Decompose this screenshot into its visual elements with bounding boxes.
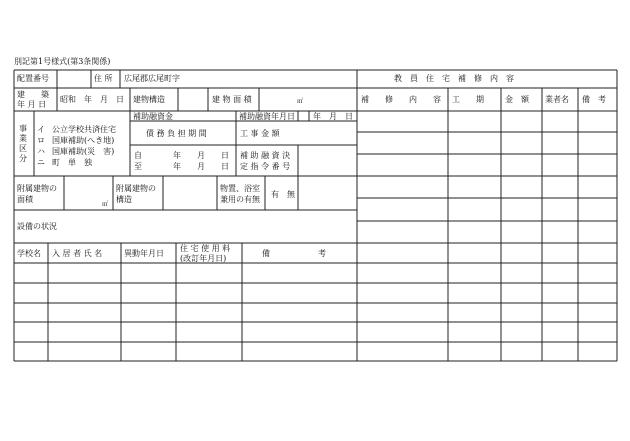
- menseki-label: 建 物 面 積: [212, 95, 252, 104]
- left-table-lines: [14, 70, 357, 361]
- menseki-unit: ㎡: [297, 98, 304, 105]
- jigyo-label-1: 業: [19, 134, 27, 143]
- fuzoku-menseki-label-1: 附属建物の: [17, 184, 57, 193]
- kenchiku-label-2: 年 月 日: [17, 100, 47, 109]
- jigyo-item-0: 公立学校共済住宅: [52, 125, 116, 134]
- jigyo-item-3: 町 単 独: [52, 158, 92, 167]
- hojo-nengappi-value[interactable]: 年 月 日: [313, 112, 353, 121]
- fuzoku-menseki-label-2: 面積: [17, 195, 33, 204]
- kettei-label-1: 補 助 融 資 決: [240, 151, 291, 160]
- itaru-label: 至: [134, 162, 142, 171]
- koji-label: 工 事 金 額: [240, 129, 280, 138]
- repair-title: 教 員 住 宅 補 修 内 容: [394, 74, 514, 83]
- resident-header-fee-revised: (改訂年月日): [180, 254, 227, 263]
- jigyo-kana-0: イ: [37, 125, 45, 134]
- jigyo-kana-3: ニ: [37, 158, 45, 167]
- jigyo-label-0: 事: [19, 124, 27, 133]
- right-table-lines: [357, 70, 617, 361]
- saimu-label: 債 務 負 担 期 間: [146, 129, 207, 138]
- fuzoku-kozo-label-2: 構造: [116, 195, 132, 204]
- kenchiku-label-1: 建 築: [17, 90, 49, 99]
- repair-header-content: 補 修 内 容: [361, 95, 441, 104]
- resident-header-name: 入 居 者 氏 名: [52, 249, 103, 258]
- jigyo-kana-2: ハ: [37, 147, 45, 156]
- kettei-label-2: 定 指 令 番 号: [240, 162, 291, 171]
- repair-header-remarks: 備 考: [582, 95, 606, 104]
- repair-header-period: 工 期: [452, 95, 484, 104]
- resident-header-move-date: 異動年月日: [124, 249, 164, 258]
- repair-header-vendor: 業者名: [545, 95, 569, 104]
- hojo-shikin-label: 補助融資金: [133, 112, 173, 121]
- resident-header-school: 学校名: [17, 249, 41, 258]
- jigyo-item-2: 国庫補助(災 害): [52, 147, 115, 156]
- itaru-value[interactable]: 年 月 日: [173, 162, 229, 171]
- monooki-label-2: 兼用の有無: [220, 195, 260, 204]
- jigyo-label-2: 区: [19, 144, 27, 153]
- umu-value[interactable]: 有 無: [271, 190, 295, 199]
- setsubi-label: 設備の状況: [17, 222, 57, 231]
- monooki-label-1: 物置、浴室: [220, 184, 260, 193]
- resident-header-remarks: 備 考: [262, 249, 326, 258]
- resident-header-fee: 住 宅 使 用 料: [180, 244, 231, 253]
- jigyo-item-1: 国庫補助(へき地): [52, 136, 115, 145]
- jusho-value[interactable]: 広尾郡広尾町字: [124, 74, 180, 83]
- jusho-label: 住 所: [94, 74, 113, 83]
- jigyo-label-3: 分: [19, 154, 27, 163]
- repair-header-amount: 金 額: [505, 95, 529, 104]
- ji-value[interactable]: 年 月 日: [173, 151, 229, 160]
- ji-label: 自: [134, 151, 142, 160]
- haichi-label: 配置番号: [17, 74, 49, 83]
- form-caption: 別記第1号様式(第3条関係): [14, 57, 111, 66]
- kenchiku-value[interactable]: 昭和 年 月 日: [60, 95, 124, 104]
- fuzoku-kozo-label-1: 附属建物の: [116, 184, 156, 193]
- kozo-label: 建物構造: [133, 95, 165, 104]
- fuzoku-menseki-unit: ㎡: [102, 201, 109, 208]
- jigyo-kana-1: ロ: [37, 136, 45, 145]
- hojo-nengappi-label: 補助融資年月日: [239, 112, 295, 121]
